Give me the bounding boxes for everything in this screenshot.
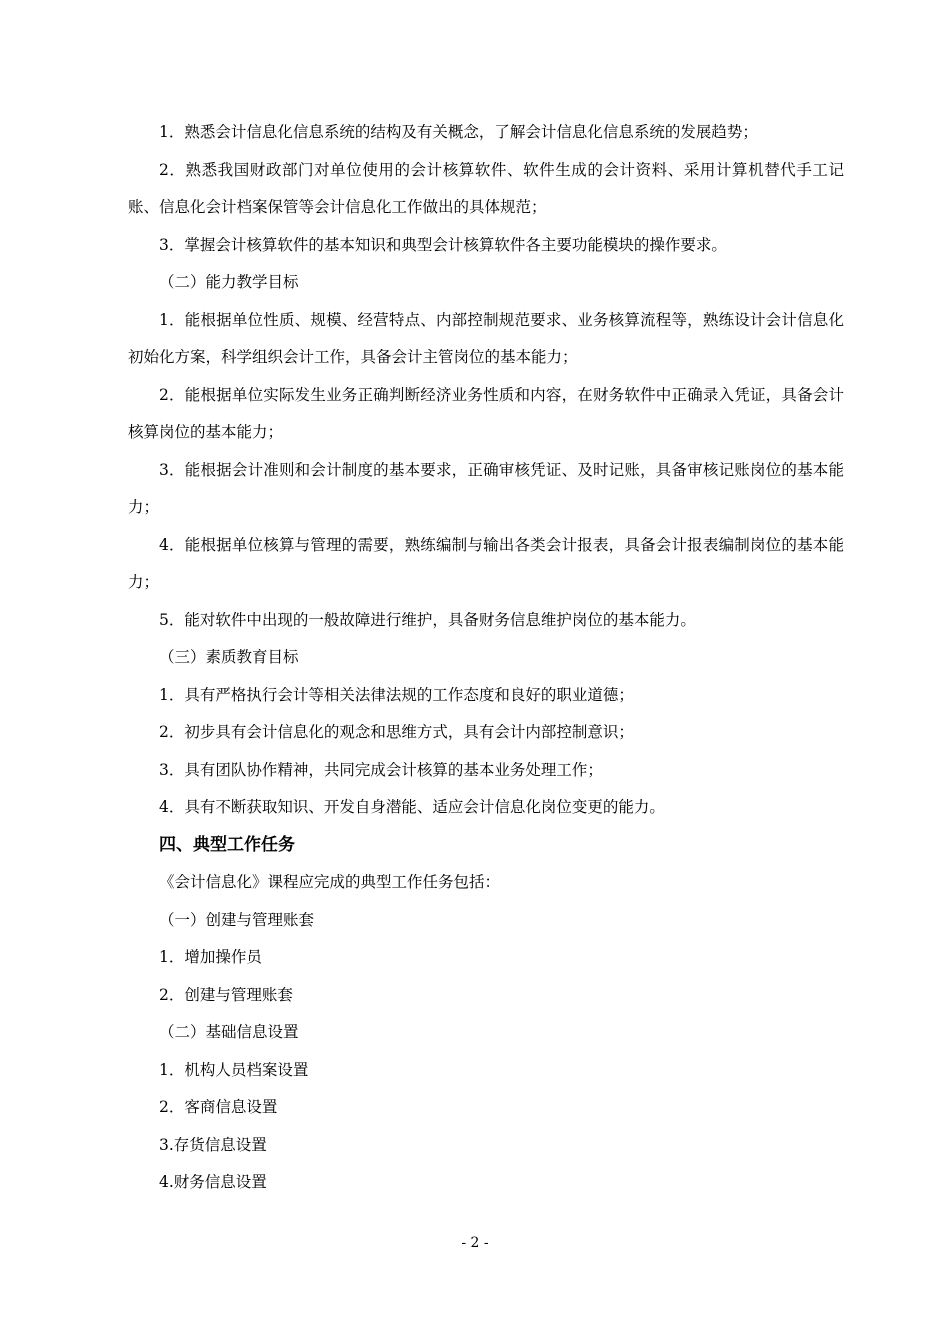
objective-knowledge-3: 3．掌握会计核算软件的基本知识和典型会计核算软件各主要功能模块的操作要求。 [159,235,727,254]
objective-quality-1: 1．具有严格执行会计等相关法律法规的工作态度和良好的职业道德； [159,685,634,704]
task-item: 1．增加操作员 [159,948,262,966]
objective-quality-3: 3．具有团队协作精神，共同完成会计核算的基本业务处理工作； [159,760,603,779]
objective-knowledge-1: 1．熟悉会计信息化信息系统的结构及有关概念，了解会计信息化信息系统的发展趋势； [159,123,758,141]
task-item: 2．创建与管理账套 [159,985,293,1004]
page-number: - 2 - [461,1235,489,1251]
objective-ability-4: 4．能根据单位核算与管理的需要，熟练编制与输出各类会计报表，具备会计报表编制岗位的基本能力； [128,535,844,591]
section-heading-typical-tasks: 四、典型工作任务 [159,834,295,855]
objective-quality-4: 4．具有不断获取知识、开发自身潜能、适应会计信息化岗位变更的能力。 [159,798,665,816]
subheading-ability-goals: （二）能力教学目标 [159,273,299,291]
subheading-quality-goals: （三）素质教育目标 [159,648,299,666]
objective-knowledge-2: 2．熟悉我国财政部门对单位使用的会计核算软件、软件生成的会计资料、采用计算机替代手工记账、信息化会计档案保管等会计信息化工作做出的具体规范； [128,160,844,216]
objective-ability-1: 1．能根据单位性质、规模、经营特点、内部控制规范要求、业务核算流程等，熟练设计会计信息化初始化方案，科学组织会计工作，具备会计主管岗位的基本能力； [128,310,844,366]
objective-quality-2: 2．初步具有会计信息化的观念和思维方式，具有会计内部控制意识； [159,723,634,741]
task-item: 1．机构人员档案设置 [159,1060,309,1079]
objective-ability-3: 3．能根据会计准则和会计制度的基本要求，正确审核凭证、及时记账，具备审核记账岗位的基本能力； [128,460,844,516]
task-item: 4.财务信息设置 [159,1173,267,1191]
objective-ability-5: 5．能对软件中出现的一般故障进行维护，具备财务信息维护岗位的基本能力。 [159,610,696,629]
subheading-create-manage-accounts: （一）创建与管理账套 [159,910,315,929]
objective-ability-2: 2．能根据单位实际发生业务正确判断经济业务性质和内容，在财务软件中正确录入凭证，具备会计核算岗位的基本能力； [128,385,844,441]
task-item: 3.存货信息设置 [159,1135,267,1154]
tasks-intro: 《会计信息化》课程应完成的典型工作任务包括： [159,873,501,891]
task-item: 2．客商信息设置 [159,1098,278,1116]
page-content [128,114,844,1202]
subheading-basic-info-settings: （二）基础信息设置 [159,1023,299,1041]
